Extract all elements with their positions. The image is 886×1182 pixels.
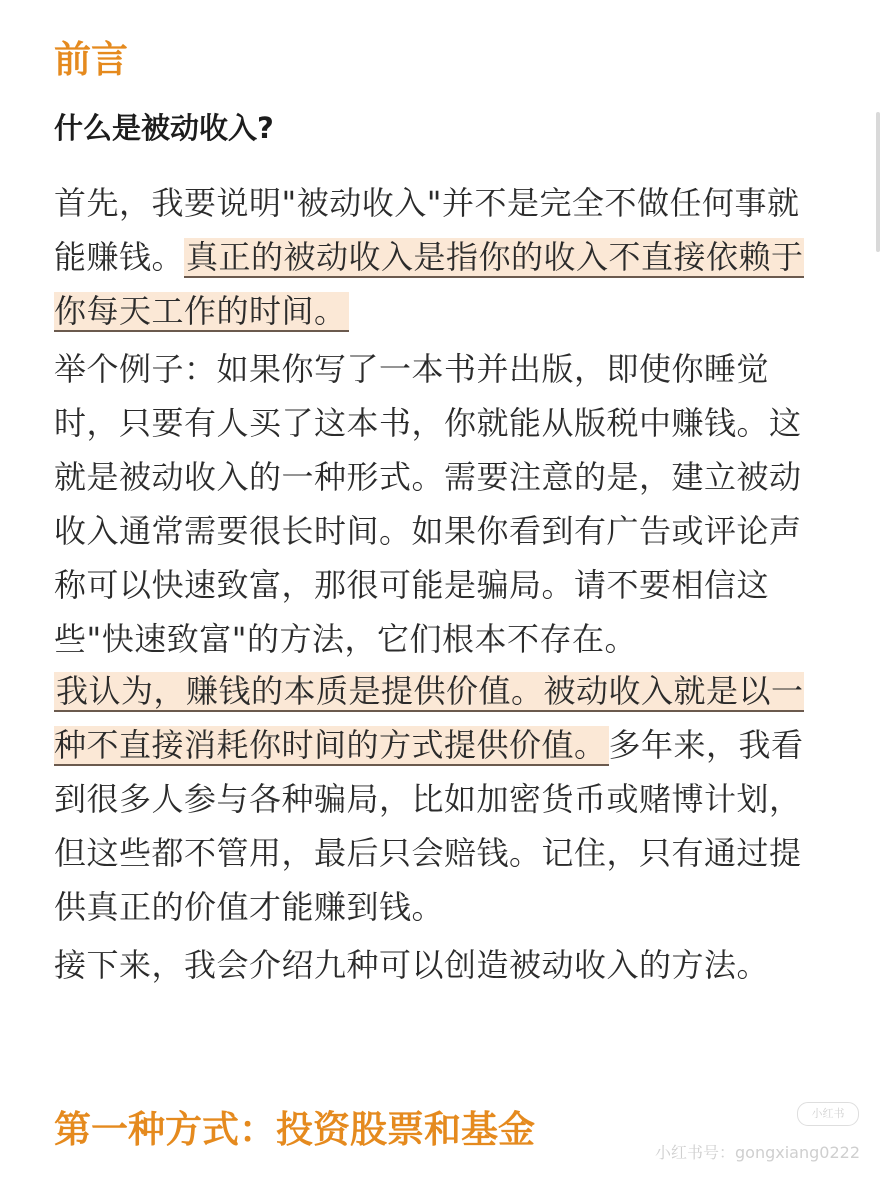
section-heading-preface: 前言 — [54, 38, 128, 81]
scrollbar[interactable] — [876, 112, 880, 252]
paragraph-essence-text: 多年来，我看到很多人参与各种骗局，比如加密货币或赌博计划，但这些都不管用，最后只会赔钱。记住，只有通过提供真正的价值才能赚到钱。 — [54, 726, 804, 926]
highlighted-definition: 真正的被动收入是指你的收入不直接依赖于你每天工作的时间。 — [54, 238, 804, 330]
subheading-what-is-passive-income: 什么是被动收入? — [54, 111, 274, 145]
paragraph-example: 举个例子：如果你写了一本书并出版，即使你睡觉时，只要有人买了这本书，你就能从版税中赚钱。这就是被动收入的一种形式。需要注意的是，建立被动收入通常需要很长时间。如果你看到有广告或评论声称可以快速致富，那很可能是骗局。请不要相信这些"快速致富"的方法，它们根本不存在。 — [54, 350, 802, 658]
paragraph-essence — [54, 664, 824, 934]
watermark-id: 小红书号：gongxiang0222 — [655, 1143, 860, 1162]
paragraph-definition — [54, 176, 824, 338]
section-heading-method-1: 第一种方式：投资股票和基金 — [54, 1108, 535, 1151]
paragraph-definition-text: 首先，我要说明"被动收入"并不是完全不做任何事就能赚钱。 — [54, 184, 800, 276]
paragraph-next: 接下来，我会介绍九种可以创造被动收入的方法。 — [54, 946, 770, 984]
watermark-logo: 小红书 — [797, 1102, 859, 1126]
highlighted-essence: 我认为，赚钱的本质是提供价值。被动收入就是以一种不直接消耗你时间的方式提供价值。 — [54, 672, 804, 764]
